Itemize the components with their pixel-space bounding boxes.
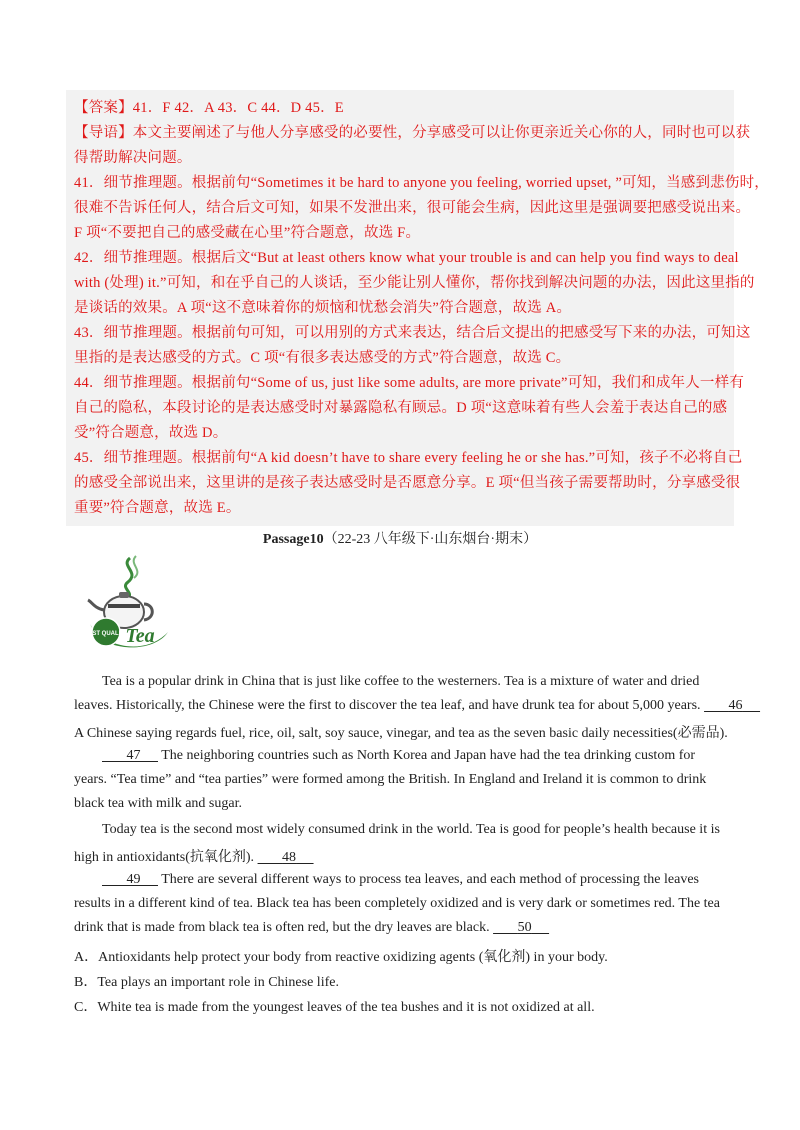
passage-line <box>102 822 762 838</box>
passage-line <box>102 872 762 888</box>
blank-49[interactable]: 49 <box>126 872 141 887</box>
tea-logo-text: Tea <box>125 625 155 647</box>
answer-line: 【导语】本文主要阐述了与他人分享感受的必要性，分享感受可以让你更亲近关心你的人，同时也可以获 <box>74 125 751 141</box>
blank-50[interactable]: 50 <box>517 920 532 935</box>
passage-text: Today tea is the second most widely consumed drink in the world. Tea is good for people’s health because it is <box>102 822 720 837</box>
best-quality-tea-logo <box>84 552 176 660</box>
passage-title-source: （22-23 八年级下·山东烟台·期末） <box>323 532 538 547</box>
passage-line <box>74 846 734 866</box>
answer-option-b[interactable]: B．Tea plays an important role in Chinese life. <box>74 975 339 990</box>
answer-option-c[interactable]: C．White tea is made from the youngest leaves of the tea bushes and it is not oxidized at all. <box>74 1000 595 1015</box>
answer-line: 是谈话的效果。A 项“这不意味着你的烦恼和忧愁会消失”符合题意，故选 A。 <box>74 300 572 316</box>
passage-text: drink that is made from black tea is often red, but the dry leaves are black. <box>74 920 490 935</box>
passage-line <box>74 796 734 812</box>
answer-line: with (处理) it.”可知，和在乎自己的人谈话，至少能让别人懂你，帮你找到解决问题的办法，因此这里指的 <box>74 275 755 291</box>
passage-line <box>74 722 734 742</box>
passage-text: Tea is a popular drink in China that is just like coffee to the westerners. Tea is a mixture of water and dried <box>102 674 700 689</box>
blank-48[interactable]: 48 <box>282 850 297 865</box>
passage-title-bold: Passage10 <box>262 532 324 547</box>
answer-line: 41．细节推理题。根据前句“Sometimes it be hard to anyone you feeling, worried upset, ”可知，当感到悲伤时， <box>74 175 769 191</box>
answer-line: 44．细节推理题。根据前句“Some of us, just like some adults, are more private”可知，我们和成年人一样有 <box>74 375 745 391</box>
answer-line: 很难不告诉任何人，结合后文可知，如果不发泄出来，很可能会生病，因此这里是强调要把感受说出来。 <box>74 200 751 216</box>
answer-line: 自己的隐私，本段讨论的是表达感受时对暴露隐私有顾忌。D 项“这意味着有些人会羞于表达自己的感 <box>74 400 728 416</box>
best-quality-text: BEST QUALITY <box>84 631 129 637</box>
steam-icon-secondary <box>134 556 138 578</box>
passage-line <box>74 772 734 788</box>
answer-line: 【答案】41．F 42．A 43．C 44．D 45．E <box>74 100 344 116</box>
passage-text: A Chinese saying regards fuel, rice, oil, salt, soy sauce, vinegar, and tea as the seven basic daily necessities(必需品). <box>74 726 728 741</box>
passage-line <box>102 674 762 690</box>
answer-line: 的感受全部说出来，这里讲的是孩子表达感受时是否愿意分享。E 项“但当孩子需要帮助时，分享感受很 <box>74 475 741 491</box>
answer-line: 45．细节推理题。根据前句“A kid doesn’t have to share every feeling he or she has.”可知，孩子不必将自己 <box>74 450 743 466</box>
answer-line: 43．细节推理题。根据前句可知，可以用别的方式来表达，结合后文提出的把感受写下来的办法，可知这 <box>74 325 751 341</box>
passage-text: The neighboring countries such as North Korea and Japan have had the tea drinking custom for <box>161 748 696 763</box>
passage-line <box>102 748 762 764</box>
answer-line: 得帮助解决问题。 <box>74 150 192 166</box>
blank-46[interactable]: 46 <box>728 698 743 713</box>
blank-47[interactable]: 47 <box>126 748 141 763</box>
passage-text: results in a different kind of tea. Black tea has been completely oxidized and is very dark or sometimes red. The tea <box>74 896 720 911</box>
answer-line: 里指的是表达感受的方式。C 项“有很多表达感受的方式”符合题意，故选 C。 <box>74 350 571 366</box>
passage-text: leaves. Historically, the Chinese were the first to discover the tea leaf, and have drunk tea for about 5,000 years. <box>74 698 701 713</box>
passage-text: high in antioxidants(抗氧化剂). <box>74 850 255 865</box>
answer-line: 重要”符合题意，故选 E。 <box>74 500 241 516</box>
passage-line <box>74 698 743 714</box>
passage-line <box>74 920 734 936</box>
answer-option-a[interactable]: A．Antioxidants help protect your body from reactive oxidizing agents (氧化剂) in your body. <box>74 950 608 965</box>
passage-text: There are several different ways to process tea leaves, and each method of processing the leaves <box>161 872 699 887</box>
passage-line <box>74 896 734 912</box>
passage-title <box>0 528 800 548</box>
passage-text: years. “Tea time” and “tea parties” were formed among the British. In England and Ireland it is common to drink <box>74 772 707 787</box>
answer-line: 受”符合题意，故选 D。 <box>74 425 228 441</box>
answer-line: 42．细节推理题。根据后文“But at least others know what your trouble is and can help you find ways to deal <box>74 250 739 266</box>
passage-text: black tea with milk and sugar. <box>74 796 242 811</box>
answer-line: F 项“不要把自己的感受藏在心里”符合题意，故选 F。 <box>74 225 421 241</box>
